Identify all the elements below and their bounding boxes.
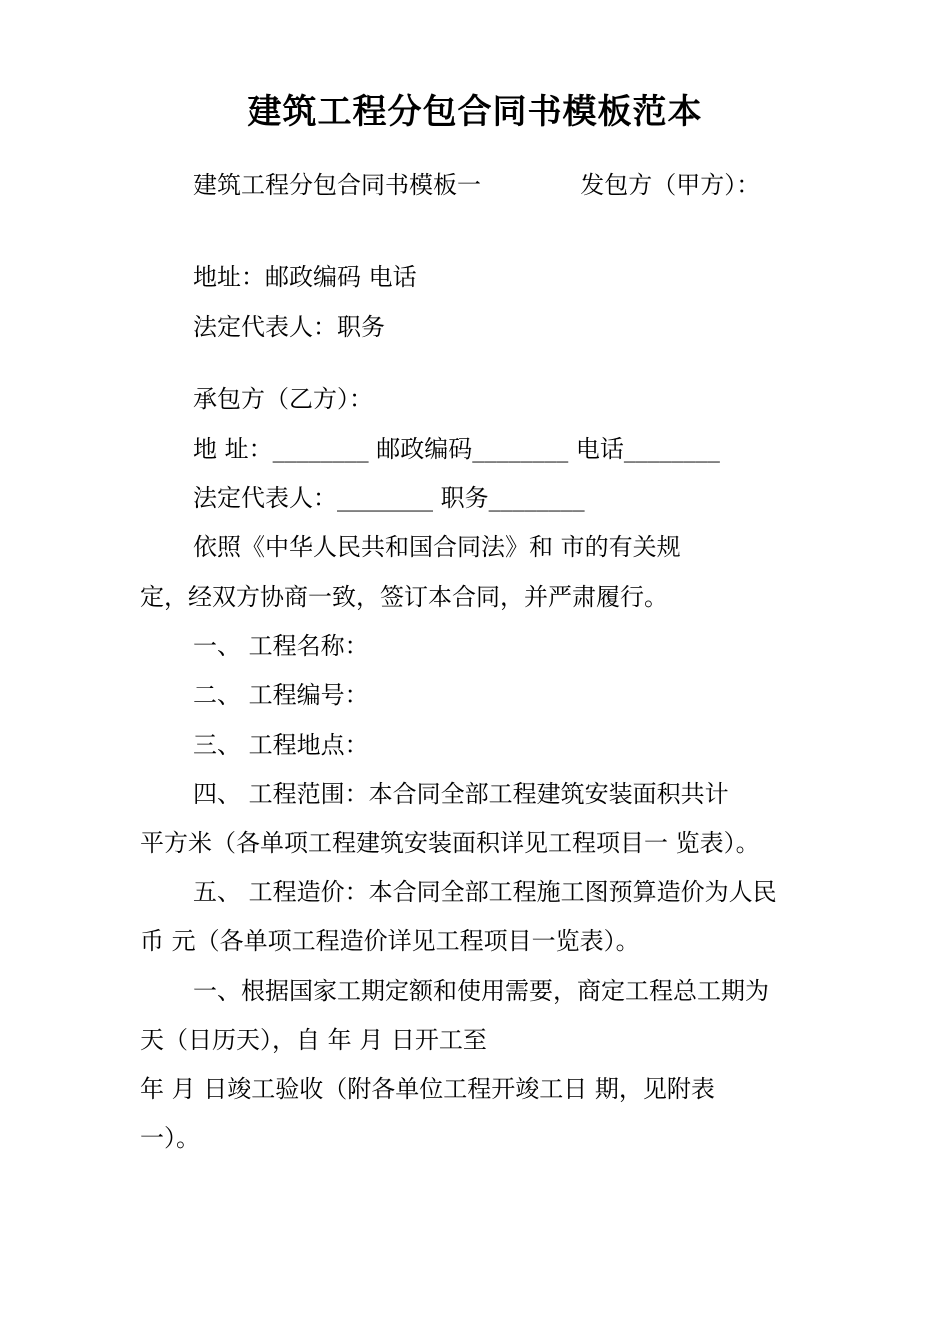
party-b-representative-line: 法定代表人：________ 职务________: [193, 484, 585, 512]
party-b-heading: 承包方（乙方）：: [193, 385, 373, 413]
schedule-line-4: 一）。: [140, 1124, 200, 1152]
schedule-line-1: 一、根据国家工期定额和使用需要，商定工程总工期为: [193, 977, 769, 1005]
clause-project-location: 三、 工程地点：: [193, 731, 369, 759]
party-b-address-line: 地 址：________ 邮政编码________ 电话________: [193, 435, 720, 463]
subtitle-row: [193, 167, 760, 203]
document-subtitle: 建筑工程分包合同书模板一: [193, 171, 481, 199]
schedule-line-2: 天（日历天），自 年 月 日开工至: [140, 1026, 487, 1054]
clause-project-name: 一、 工程名称：: [193, 632, 369, 660]
clause-project-scope-line-1: 四、 工程范围：本合同全部工程建筑安装面积共计: [193, 780, 729, 808]
clause-project-cost-line-1: 五、 工程造价：本合同全部工程施工图预算造价为人民: [193, 878, 777, 906]
clause-project-number: 二、 工程编号：: [193, 681, 369, 709]
party-a-heading: 发包方（甲方）：: [580, 171, 761, 199]
schedule-line-3: 年 月 日竣工验收（附各单位工程开竣工日 期，见附表: [140, 1075, 715, 1103]
party-a-representative-line: 法定代表人：职务: [193, 313, 385, 341]
clause-project-scope-line-2: 平方米（各单项工程建筑安装面积详见工程项目一 览表）。: [140, 829, 760, 857]
document-title: 建筑工程分包合同书模板范本: [247, 92, 703, 132]
preamble-line-1: 依照《中华人民共和国合同法》和 市的有关规: [193, 533, 681, 561]
party-a-address-line: 地址：邮政编码 电话: [193, 263, 417, 291]
clause-project-cost-line-2: 币 元（各单项工程造价详见工程项目一览表）。: [140, 927, 640, 955]
preamble-line-2: 定，经双方协商一致，签订本合同，并严肃履行。: [140, 583, 668, 611]
